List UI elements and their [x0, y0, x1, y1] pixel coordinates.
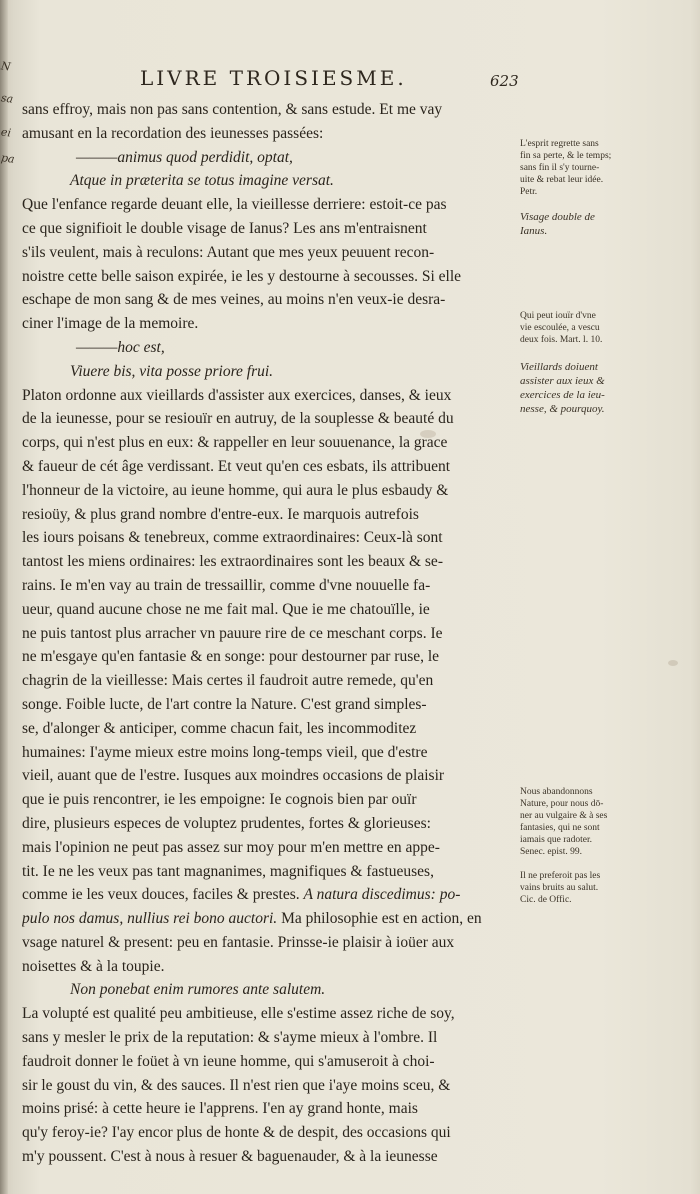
text-line: noisettes & à la toupie.	[22, 957, 165, 975]
margin-note-line: deux fois. Mart. l. 10.	[520, 335, 603, 345]
margin-note-line: sans fin il s'y tourne-	[520, 163, 600, 173]
text-line: songe. Foible lucte, de l'art contre la Nature. C'est grand simples-	[22, 695, 427, 713]
text-line: faudroit donner le foüet à vn ieune homme, qui s'amuseroit à choi-	[22, 1052, 435, 1070]
page-number: 623	[490, 72, 519, 90]
text-line: dire, plusieurs especes de voluptez prudentes, fortes & glorieuses:	[22, 814, 431, 832]
latin-verse: Viuere bis, vita posse priore frui.	[70, 362, 274, 380]
text-line: ueur, quand aucune chose ne me fait mal. Que ie me chatouïlle, ie	[22, 600, 430, 618]
margin-note-line: Vieillards doiuent	[520, 361, 598, 373]
ink-smudge	[668, 660, 678, 666]
margin-note-line: assister aux ieux &	[520, 375, 605, 387]
gutter-shadow	[0, 0, 8, 1194]
margin-note-line: Ianus.	[520, 225, 548, 237]
gutter-fragment: ei	[0, 125, 12, 140]
margin-note-line: uite & rebat leur idée.	[520, 175, 604, 185]
margin-note-line: fin sa perte, & le temps;	[520, 151, 612, 161]
margin-note-line: nesse, & pourquoy.	[520, 403, 605, 415]
text-line: qu'y feroy-ie? I'ay encor plus de honte & de despit, des occasions qui	[22, 1124, 451, 1142]
text-line: m'y poussent. C'est à nous à resuer & baguenauder, & à la ieunesse	[22, 1148, 438, 1166]
latin-verse: Non ponebat enim rumores ante salutem.	[70, 981, 326, 999]
text-line: sans y mesler le prix de la reputation: & s'ayme mieux à l'ombre. Il	[22, 1029, 438, 1047]
text-line: eschape de mon sang & de mes veines, au moins n'en veux-ie desra-	[22, 291, 446, 309]
latin-quote: pulo nos damus, nullius rei bono auctori.	[22, 910, 278, 928]
text-line: sans effroy, mais non pas sans contention, & sans estude. Et me vay	[22, 101, 443, 118]
margin-note-line: Il ne preferoit pas les	[520, 871, 601, 881]
text-line: sir le goust du vin, & des sauces. Il n'est rien que i'aye moins sceu, &	[22, 1076, 451, 1094]
margin-note	[520, 210, 628, 238]
gutter-fragment: sa	[0, 91, 15, 106]
margin-note	[520, 138, 628, 198]
text-line: ce que signifioit le double visage de Ianus? Les ans m'entraisnent	[22, 219, 427, 237]
text-line: resioüy, & plus grand nombre d'entre-eux. Ie marquois autrefois	[22, 505, 419, 523]
text-line: l'honneur de la victoire, au ieune homme, qui aura le plus esbaudy &	[22, 481, 449, 499]
text-line: de la ieunesse, pour se resiouïr en autruy, de la souplesse & beauté du	[22, 410, 454, 428]
running-head: LIVRE TROISIESME.	[140, 66, 407, 90]
text-line: humaines: I'ayme mieux estre moins long-temps vieil, que d'estre	[22, 743, 428, 761]
gutter-fragment: N	[0, 59, 12, 74]
text-line: noistre cette belle saison expirée, ie les y destourne à secousses. Si elle	[22, 267, 462, 285]
text-line: les iours poisans & tenebreux, comme extraordinaires: Ceux-là sont	[22, 529, 443, 547]
text-line: ne m'esgaye qu'en fantasie & en songe: pour destourner par ruse, le	[22, 648, 440, 666]
margin-note-line: vains bruits au salut.	[520, 883, 599, 893]
margin-note-line: Petr.	[520, 187, 538, 197]
margin-note	[520, 310, 628, 346]
text-segment: Ma philosophie est en action, en	[277, 910, 482, 928]
text-line	[22, 883, 512, 907]
text-line: chagrin de la vieillesse: Mais certes il faudroit autre remede, qu'en	[22, 672, 434, 690]
margin-note-line: Qui peut iouïr d'vne	[520, 311, 596, 321]
text-line: Platon ordonne aux vieillards d'assister aux exercices, danses, & ieux	[22, 386, 452, 404]
text-line: La volupté est qualité peu ambitieuse, elle s'estime assez riche de soy,	[22, 1005, 455, 1023]
text-line: tantost les miens ordinaires: les extraordinaires sont les beaux & se-	[22, 553, 443, 571]
text-line: rains. Ie m'en vay au train de tressaillir, comme d'vne nouuelle fa-	[22, 576, 431, 594]
text-line: corps, qui n'est plus en eux: & rappeller en leur souuenance, la grace	[22, 434, 448, 452]
text-line: mais l'opinion ne peut pas assez sur moy pour m'en mettre en appe-	[22, 838, 440, 856]
text-segment: comme ie les veux douces, faciles & prestes.	[22, 886, 304, 904]
latin-verse: ———animus quod perdidit, optat,	[76, 148, 293, 166]
text-line: Que l'enfance regarde deuant elle, la vieillesse derriere: estoit-ce pas	[22, 196, 447, 214]
text-line: & faueur de cét âge verdissant. Et veut qu'en ces esbats, ils attribuent	[22, 457, 451, 475]
text-line: ne puis tantost plus arracher vn pauure rire de ce meschant corps. Ie	[22, 624, 443, 642]
latin-quote: A natura discedimus: po-	[303, 886, 461, 904]
margin-note	[520, 360, 628, 416]
margin-note-line: Visage double de	[520, 211, 595, 223]
margin-note-line: Senec. epist. 99.	[520, 847, 583, 857]
text-line: vsage naturel & present: peu en fantasie. Prinsse-ie plaisir à ioüer aux	[22, 933, 455, 951]
margin-note-line: ner au vulgaire & à ses	[520, 811, 608, 821]
text-line	[22, 907, 512, 931]
text-line: vieil, auant que de l'estre. Iusques aux moindres occasions de plaisir	[22, 767, 445, 785]
margin-note	[520, 786, 628, 858]
text-line: tit. Ie ne les veux pas tant magnanimes, magnifiques & fastueuses,	[22, 862, 434, 880]
text-line: s'ils veulent, mais à reculons: Autant que mes yeux peuuent recon-	[22, 243, 435, 261]
margin-note-line: Nature, pour nous dō-	[520, 799, 604, 809]
margin-note-line: Cic. de Offic.	[520, 895, 572, 905]
text-line: amusant en la recordation des ieunesses passées:	[22, 124, 324, 142]
margin-note	[520, 870, 628, 906]
text-line: ciner l'image de la memoire.	[22, 315, 199, 333]
margin-note-line: exercices de la ieu-	[520, 389, 605, 401]
latin-verse: Atque in præterita se totus imagine versat.	[70, 172, 334, 190]
margin-note-line: vie escoulée, a vescu	[520, 323, 600, 333]
margin-note-line: iamais que radoter.	[520, 835, 593, 845]
text-line: que ie puis rencontrer, ie les empoigne: Ie cognois bien par ouïr	[22, 791, 417, 809]
body-text	[22, 98, 512, 1169]
margin-note-line: L'esprit regrette sans	[520, 139, 599, 149]
gutter-fragment: pa	[0, 151, 16, 166]
margin-note-line: Nous abandonnons	[520, 787, 593, 797]
margin-note-line: fantasies, qui ne sont	[520, 823, 600, 833]
text-line: se, d'alonger & anticiper, comme chacun fait, les incommoditez	[22, 719, 417, 737]
text-line: moins prisé: à cette heure ie l'apprens. I'en ay grand honte, mais	[22, 1100, 418, 1118]
latin-verse: ———hoc est,	[76, 338, 165, 356]
